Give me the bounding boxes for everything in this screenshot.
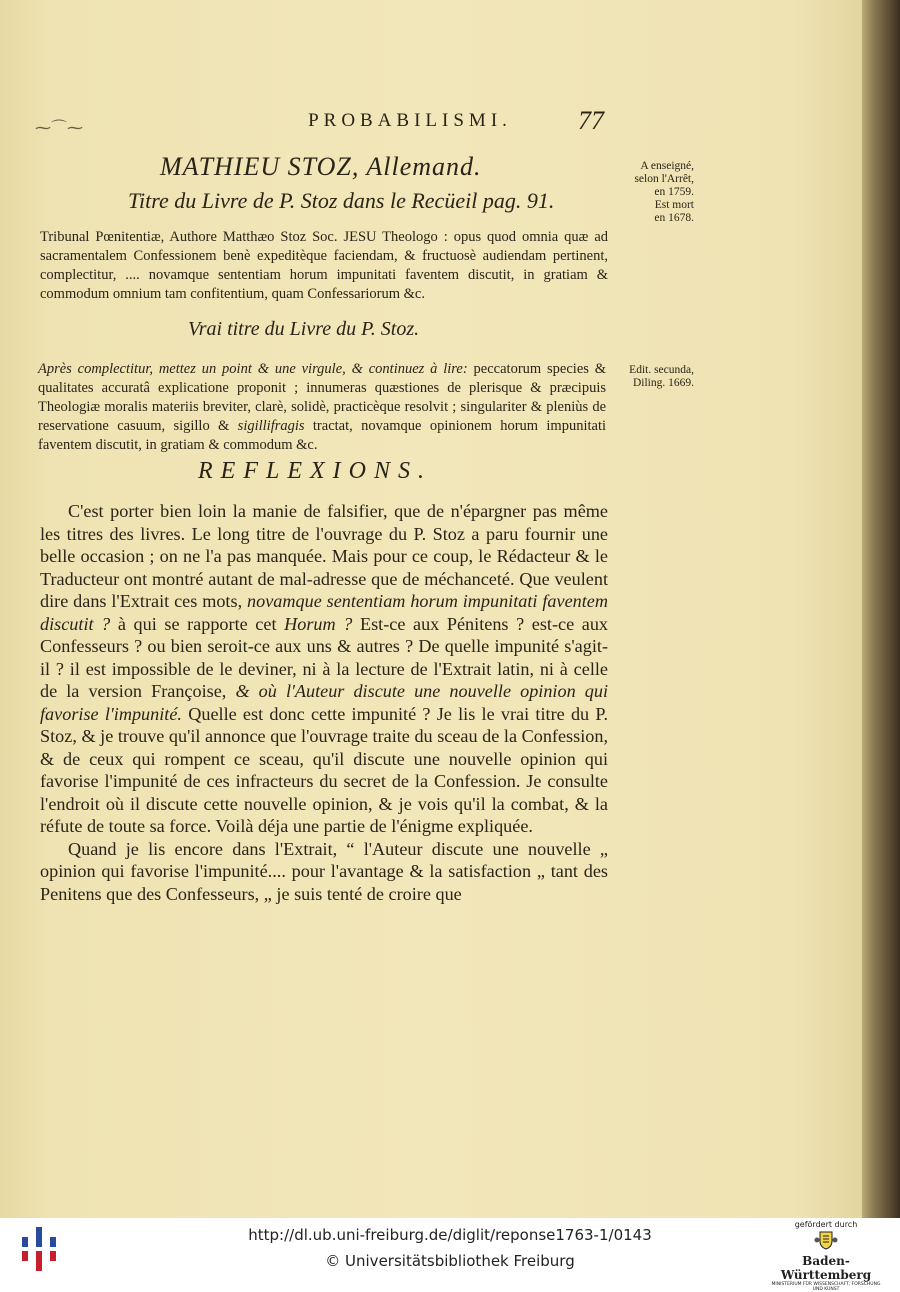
p1-part-a: C'est porter bien loin la manie de falsifier, que de n'épargner pas même les titres des livres. Le long titre de l'ouvrage du P. Stoz a paru fournir une belle occasion ; on ne l'a pas manquée. Mais pour ce coup, le Rédacteur & le Traducteur ont montré autant de mal-adresse que de méchanceté. Que veulent dire dans l'Extrait ces mots,: [40, 501, 608, 611]
book-title-line: Titre du Livre de P. Stoz dans le Recüeil pag. 91.: [128, 188, 555, 213]
page-edge: [862, 0, 900, 1218]
true-title-heading: Vrai titre du Livre du P. Stoz.: [188, 318, 420, 340]
sponsor-caption: gefördert durch: [794, 1220, 858, 1229]
viewer-footer: [0, 1218, 900, 1292]
p1-italic-2: Horum ?: [284, 613, 353, 634]
p1-italic-3: & où l'Auteur discute une nouvelle opinion qui favorise l'impunité.: [40, 681, 608, 724]
author-heading: MATHIEU STOZ, Allemand.: [160, 152, 482, 181]
margin-note-1: [608, 160, 694, 225]
ornament-mark: ⁓⌒⁓: [35, 120, 84, 137]
true-title-paragraph: [38, 360, 606, 455]
margin-note-1-line: en 1759.: [654, 186, 694, 198]
true-title-text-end: tractat, novamque opinionem horum impunitati faventem discutit, in gratiam & commodum &c.: [38, 418, 607, 453]
true-title-intro: Après complectitur, mettez un point & une virgule, & continuez à lire:: [38, 361, 468, 377]
page-number: 77: [578, 106, 604, 135]
permalink-url[interactable]: http://dl.ub.uni-freiburg.de/diglit/reponse1763-1/0143: [248, 1226, 652, 1244]
margin-note-1-line: selon l'Arrêt,: [634, 173, 694, 185]
p1-part-c: Est-ce aux Pénitens ? est-ce aux Confesseurs ? ou bien seroit-ce aux uns & autres ? De quelle impunité s'agit-il ? il est impossible de le deviner, ni à la lecture de l'Extrait latin, ni à celle de la version Françoise,: [40, 613, 609, 701]
margin-note-1-line: A enseigné,: [640, 160, 694, 172]
p1-part-b: à qui se rapporte cet: [117, 613, 277, 634]
paragraph-2: Quand je lis encore dans l'Extrait, “ l'Auteur discute une nouvelle „ opinion qui favorise l'impunité.... pour l'avantage & la satisfaction „ tant des Penitens que des Confesseurs, „ je suis tenté de croire que: [40, 838, 608, 904]
reflexions-heading: REFLEXIONS.: [198, 458, 432, 484]
true-title-italic: sigillifragis: [237, 418, 305, 434]
margin-note-2: [608, 364, 694, 390]
margin-note-2-line: Diling. 1669.: [632, 377, 694, 389]
p1-part-d: Quelle est donc cette impunité ? Je lis le vrai titre du P. Stoz, & je trouve qu'il annonce que l'ouvrage traite du sceau de la Confession, & de ceux qui rompent ce sceau, qu'il discute une nouvelle opinion qui favorise l'impunité de ces infracteurs du secret de la Confession. Je consulte l'endroit où il discute cette nouvelle opinion, & je vois qu'il la combat, & la réfute de toute sa force. Voilà déja une partie de l'énigme expliquée.: [40, 703, 609, 836]
state-crest-icon: [814, 1230, 838, 1250]
margin-note-1-line: en 1678.: [654, 212, 694, 224]
margin-note-2-line: Edit. secunda,: [629, 364, 694, 376]
true-title-text: peccatorum species & qualitates accuratâ explicatione proponit ; innumeras quæstiones de plerisque & præcipuis Theologiæ moralis materiis breviter, clarè, solidè, practicèque resolvit ; singulariter & pleniùs de reservatione casuum, sigillo &: [38, 361, 607, 434]
sponsor-block: [766, 1220, 886, 1292]
latin-title-quote: Tribunal Pœnitentiæ, Authore Matthæo Stoz Soc. JESU Theologo : opus quod omnia quæ ad sacramentalem Confessionem benè expeditèque faciendam, & fructuosè audiendam pertinent, complectitur, .... novamque sententiam horum impunitati faventem discutit, in gratiam & commodum omnium tam confitentium, quam Confessariorum &c.: [40, 229, 608, 302]
running-head: PROBABILISMI.: [308, 110, 512, 131]
paragraph-1: [40, 500, 608, 838]
p1-italic-1: novamque sententiam horum impunitati faventem discutit ?: [40, 591, 609, 634]
sponsor-name: Baden-Württemberg: [780, 1254, 872, 1282]
margin-note-1-line: Est mort: [654, 199, 694, 211]
body-text: [40, 500, 608, 905]
copyright-notice: © Universitätsbibliothek Freiburg: [325, 1252, 575, 1270]
sponsor-ministry: MINISTERIUM FÜR WISSENSCHAFT, FORSCHUNG UND KUNST: [771, 1282, 881, 1292]
